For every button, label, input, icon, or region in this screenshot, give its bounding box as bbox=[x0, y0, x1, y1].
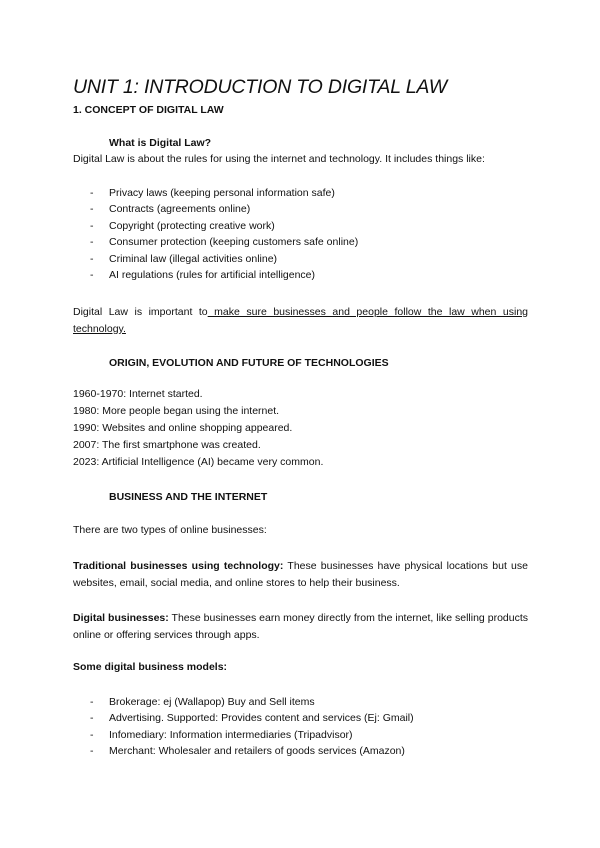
digital-paragraph: Digital businesses: These businesses earn money directly from the internet, like selling products online or offering services through apps. bbox=[73, 612, 528, 641]
list-item: - Criminal law (illegal activities online) bbox=[73, 251, 358, 267]
dash-marker: - bbox=[90, 236, 94, 249]
what-is-intro: Digital Law is about the rules for using the internet and technology. It includes things like: bbox=[73, 153, 485, 165]
dash-marker: - bbox=[90, 203, 94, 216]
dash-marker: - bbox=[90, 728, 94, 741]
timeline-item: 2023: Artificial Intelligence (AI) became very common. bbox=[73, 456, 324, 468]
dash-marker: - bbox=[90, 219, 94, 232]
list-item: - Contracts (agreements online) bbox=[73, 201, 358, 217]
list-item: - Brokerage: ej (Wallapop) Buy and Sell items bbox=[73, 694, 414, 710]
traditional-label: Traditional businesses using technology: bbox=[73, 560, 284, 572]
dash-marker: - bbox=[90, 712, 94, 725]
list-item: - Consumer protection (keeping customers safe online) bbox=[73, 234, 358, 250]
list-item: - Privacy laws (keeping personal information safe) bbox=[73, 185, 358, 201]
dash-marker: - bbox=[90, 268, 94, 281]
origin-heading: ORIGIN, EVOLUTION AND FUTURE OF TECHNOLOGIES bbox=[109, 357, 389, 369]
business-heading: BUSINESS AND THE INTERNET bbox=[109, 491, 268, 503]
page-title: UNIT 1: INTRODUCTION TO DIGITAL LAW bbox=[73, 76, 448, 98]
digital-law-list bbox=[73, 185, 358, 283]
models-heading: Some digital business models: bbox=[73, 661, 228, 673]
dash-marker: - bbox=[90, 745, 94, 758]
timeline-item: 1980: More people began using the internet. bbox=[73, 405, 280, 417]
list-item: - AI regulations (rules for artificial intelligence) bbox=[73, 267, 358, 283]
digital-label: Digital businesses: bbox=[73, 612, 169, 624]
business-intro: There are two types of online businesses: bbox=[73, 524, 267, 536]
dash-marker: - bbox=[90, 187, 94, 199]
list-item: - Advertising. Supported: Provides content and services (Ej: Gmail) bbox=[73, 710, 414, 726]
list-item: - Merchant: Wholesaler and retailers of goods services (Amazon) bbox=[73, 743, 414, 759]
list-item: - Infomediary: Information intermediaries (Tripadvisor) bbox=[73, 727, 414, 743]
list-item: - Copyright (protecting creative work) bbox=[73, 218, 358, 234]
section-heading: 1. CONCEPT OF DIGITAL LAW bbox=[73, 104, 224, 116]
importance-paragraph: Digital Law is important to make sure businesses and people follow the law when using technology. bbox=[73, 306, 528, 335]
dash-marker: - bbox=[90, 696, 94, 708]
traditional-paragraph: Traditional businesses using technology: These businesses have physical locations but use websites, email, social media, and online stores to help their business. bbox=[73, 560, 528, 589]
timeline-item: 2007: The first smartphone was created. bbox=[73, 439, 261, 451]
importance-underlined: make sure businesses and people follow the law when using technology. bbox=[73, 306, 528, 335]
timeline-list bbox=[73, 386, 323, 471]
what-is-heading: What is Digital Law? bbox=[109, 137, 212, 149]
dash-marker: - bbox=[90, 252, 94, 265]
timeline-item: 1960-1970: Internet started. bbox=[73, 388, 203, 400]
business-models-list bbox=[73, 694, 414, 760]
timeline-item: 1990: Websites and online shopping appeared. bbox=[73, 422, 293, 434]
